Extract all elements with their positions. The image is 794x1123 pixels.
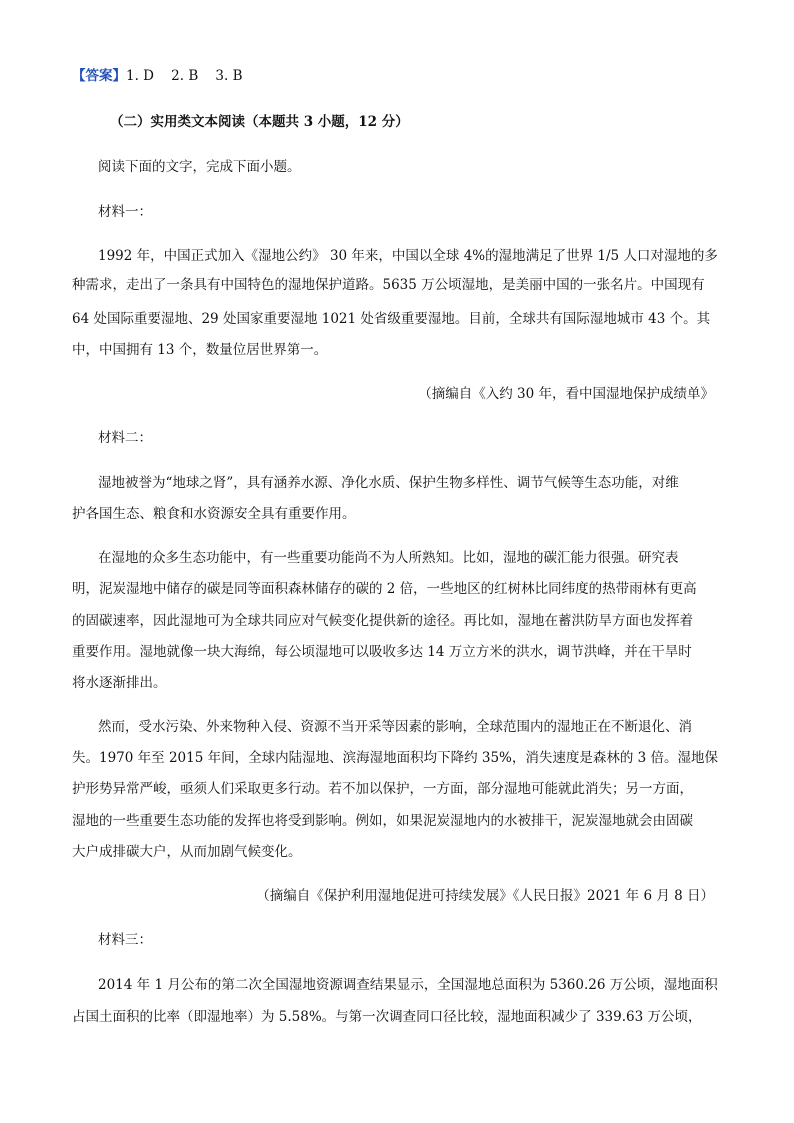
material1-line-3: 64 处国际重要湿地、29 处国家重要湿地 1021 处省级重要湿地。目前，全球共有国际湿地城市 43 个。其: [72, 311, 711, 327]
material2-para3-line-5: 大户成排碳大户，从而加剧气候变化。: [72, 844, 302, 860]
answer-tag: 【答案】: [72, 68, 126, 84]
material2-para3-line-1: 然而，受水污染、外来物种入侵、资源不当开采等因素的影响，全球范围内的湿地正在不断退化、消: [98, 719, 692, 735]
material2-para2-line-4: 重要作用。湿地就像一块大海绵，每公顷湿地可以吸收多达 14 万立方米的洪水，调节洪峰，并在干旱时: [72, 644, 692, 660]
material2-para3-line-2: 失。1970 年至 2015 年间，全球内陆湿地、滨海湿地面积均下降约 35%，消失速度是森林的 3 倍。湿地保: [72, 750, 719, 766]
material2-source: （摘编自《保护利用湿地促进可持续发展》《人民日报》2021 年 6 月 8 日）: [256, 888, 714, 904]
material2-label: 材料二：: [98, 430, 152, 446]
material3-line-2: 占国土面积的比率（即湿地率）为 5.58%。与第一次调查同口径比较，湿地面积减少了 339.63 万公顷，: [72, 1009, 702, 1025]
material1-line-4: 中，中国拥有 13 个，数量位居世界第一。: [72, 342, 328, 358]
material1-line-2: 种需求，走出了一条具有中国特色的湿地保护道路。5635 万公顷湿地，是美丽中国的一张名片。中国现有: [72, 277, 705, 293]
material2-para3-line-3: 护形势异常严峻，亟须人们采取更多行动。若不加以保护，一方面，部分湿地可能就此消失；另一方面，: [72, 781, 693, 797]
material2-para2-line-2: 明，泥炭湿地中储存的碳是同等面积森林储存的碳的 2 倍，一些地区的红树林比同纬度的热带雨林有更高: [72, 581, 697, 597]
material2-para2-line-3: 的固碳速率，因此湿地可为全球共同应对气候变化提供新的途径。再比如，湿地在蓄洪防旱方面也发挥着: [72, 613, 693, 629]
material2-para3-line-4: 湿地的一些重要生态功能的发挥也将受到影响。例如，如果泥炭湿地内的水被排干，泥炭湿地就会由固碳: [72, 813, 693, 829]
instruction-text: 阅读下面的文字，完成下面小题。: [98, 159, 301, 175]
answer-line: [72, 67, 243, 85]
material1-line-1: 1992 年，中国正式加入《湿地公约》 30 年来，中国以全球 4%的湿地满足了世界 1/5 人口对湿地的多: [98, 248, 718, 264]
material2-para1-line-1: 湿地被誉为“地球之肾”，具有涵养水源、净化水质、保护生物多样性、调节气候等生态功能，对维: [98, 475, 679, 491]
section-title: （二）实用类文本阅读（本题共 3 小题，12 分）: [110, 114, 409, 130]
answer-text: 1. D 2. B 3. B: [126, 68, 243, 84]
material2-para2-line-5: 将水逐渐排出。: [72, 675, 167, 691]
material3-label: 材料三：: [98, 932, 152, 948]
material2-para1-line-2: 护各国生态、粮食和水资源安全具有重要作用。: [72, 506, 356, 522]
material3-line-1: 2014 年 1 月公布的第二次全国湿地资源调查结果显示，全国湿地总面积为 5360.26 万公顷，湿地面积: [98, 977, 718, 993]
material1-source: （摘编自《入约 30 年，看中国湿地保护成绩单》: [418, 386, 714, 402]
material2-para2-line-1: 在湿地的众多生态功能中，有一些重要功能尚不为人所熟知。比如，湿地的碳汇能力很强。研究表: [98, 550, 679, 566]
material1-label: 材料一：: [98, 204, 152, 220]
